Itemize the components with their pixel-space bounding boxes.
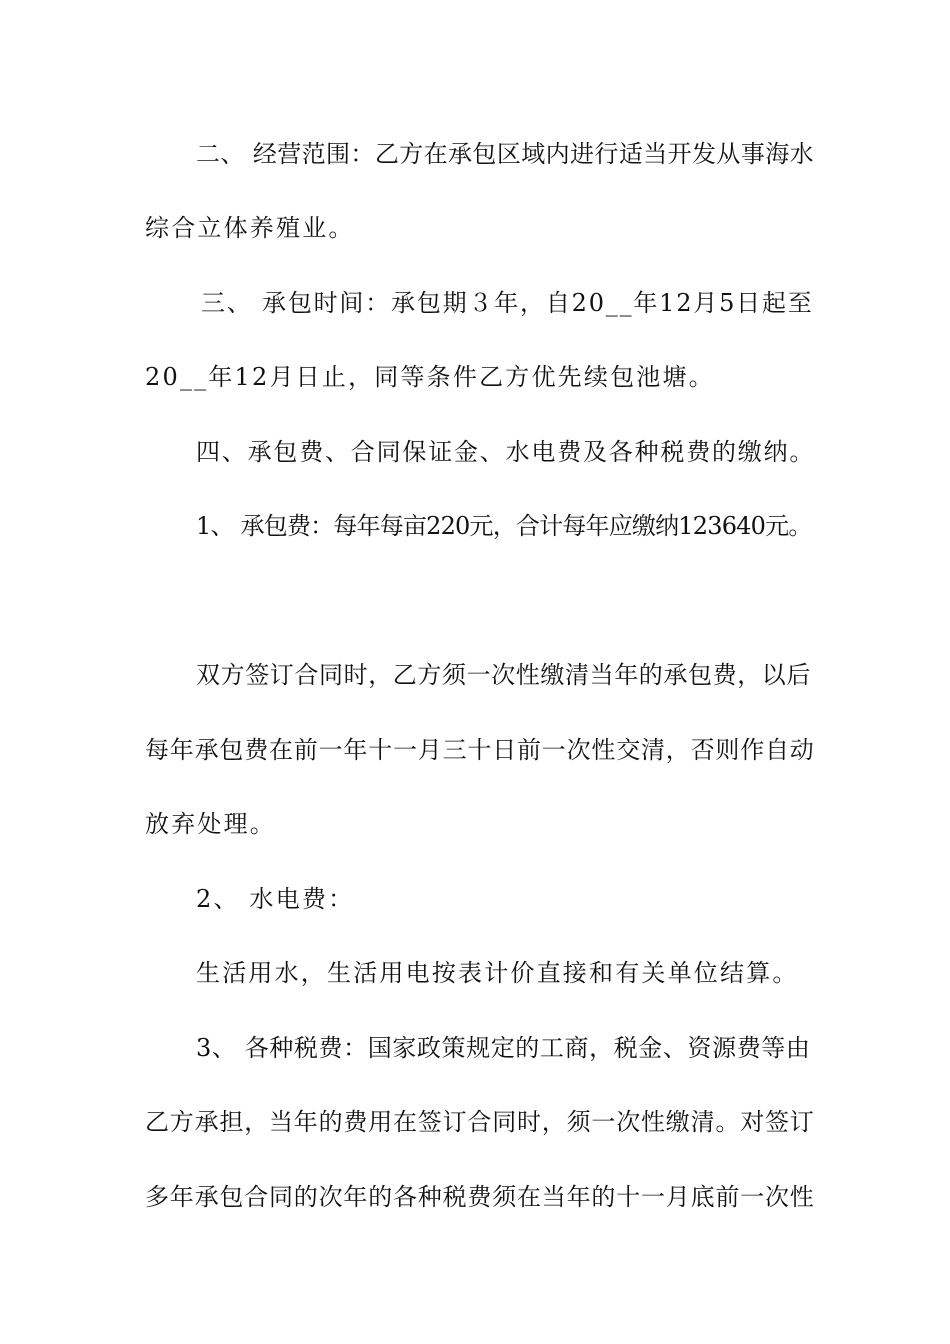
paragraph-line: 20__年12月日止，同等条件乙方优先续包池塘。 (145, 363, 715, 391)
paragraph-line: 三、 承包时间：承包期３年，自20__年12月5日起至 (201, 289, 814, 317)
paragraph-line: 3、 各种税费：国家政策规定的工商，税金、资源费等由 (196, 1034, 811, 1062)
paragraph-line: 二、 经营范围：乙方在承包区域内进行适当开发从事海水 (196, 140, 815, 168)
paragraph-line: 放弃处理。 (145, 810, 276, 838)
paragraph-line: 多年承包合同的次年的各种税费须在当年的十一月底前一次性 (145, 1183, 815, 1211)
paragraph-line: 生活用水，生活用电按表计价直接和有关单位结算。 (196, 959, 799, 987)
paragraph-line: 2、 水电费： (196, 885, 355, 913)
paragraph-line: 四、承包费、合同保证金、水电费及各种税费的缴纳。 (196, 438, 816, 466)
paragraph-line: 1、 承包费：每年每亩220元，合计每年应缴纳123640元。 (196, 512, 812, 540)
paragraph-line: 乙方承担，当年的费用在签订合同时，须一次性缴清。对签订 (145, 1108, 815, 1136)
paragraph-line: 综合立体养殖业。 (145, 214, 355, 242)
paragraph-line: 双方签订合同时，乙方须一次性缴清当年的承包费，以后 (196, 661, 811, 689)
paragraph-line: 每年承包费在前一年十一月三十日前一次性交清，否则作自动 (145, 736, 815, 764)
